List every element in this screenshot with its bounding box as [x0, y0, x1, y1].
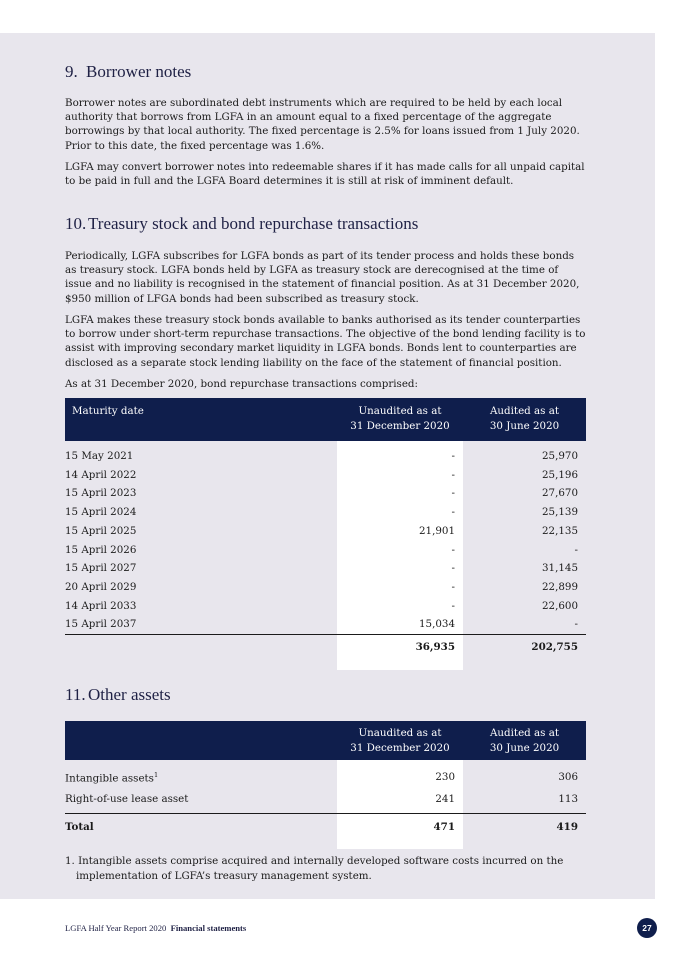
header-line: 30 June 2020	[489, 419, 560, 432]
table-row	[65, 769, 586, 788]
row-maturity-date: 15 April 2027	[65, 562, 137, 575]
header-line: 31 December 2020	[350, 741, 450, 754]
table-row	[65, 542, 586, 561]
other-assets-table	[65, 721, 586, 849]
table-row	[65, 616, 586, 635]
table-row	[65, 448, 586, 467]
header-line: 31 December 2020	[350, 419, 450, 432]
table-row	[65, 504, 586, 523]
row-maturity-date: 15 April 2024	[65, 506, 137, 519]
paragraph: Borrower notes are subordinated debt instruments which are required to be held by each local authority that borrows from LGFA in an amount equal to a fixed percentage of the aggregate borrowings by that local authority. The fixed percentage is 2.5% for loans issued from 1 July 2020. Prior to this date, the fixed percentage was 1.6%.	[65, 97, 580, 152]
row-unaudited: -	[451, 580, 455, 593]
total-audited: 419	[556, 821, 578, 833]
row-unaudited: -	[451, 562, 455, 575]
row-label: Right-of-use lease asset	[65, 793, 189, 805]
table-total-row	[65, 639, 586, 658]
total-audited: 202,755	[531, 641, 578, 653]
row-audited: 25,970	[541, 450, 578, 462]
header-audited	[463, 726, 586, 755]
footnote: 1. Intangible assets comprise acquired and internally developed software costs incurred on the implementation of LGFA’s treasury management system.	[65, 855, 564, 882]
row-unaudited: -	[451, 468, 455, 481]
row-audited: 22,135	[541, 524, 578, 537]
table-row	[65, 560, 586, 579]
row-maturity-date: 20 April 2029	[65, 580, 137, 593]
section-heading-borrower-notes	[65, 62, 191, 82]
row-audited: 25,196	[541, 468, 578, 481]
section-title: Treasury stock and bond repurchase transactions	[88, 214, 419, 233]
row-maturity-date: 15 April 2025	[65, 524, 137, 537]
table-header	[65, 398, 586, 441]
page-footer	[65, 923, 246, 933]
row-audited: -	[574, 618, 578, 631]
row-audited: 22,600	[541, 599, 578, 612]
table-total-row	[65, 819, 586, 838]
row-unaudited: 230	[435, 771, 455, 783]
paragraph: LGFA may convert borrower notes into redeemable shares if it has made calls for all unpaid capital to be paid in full and the LGFA Board determines it is still at risk of imminent default.	[65, 161, 585, 188]
row-audited: 31,145	[541, 562, 578, 575]
paragraph: LGFA makes these treasury stock bonds available to banks authorised as its tender counterparties to borrow under short-term repurchase transactions. The objective of the bond lending facility is to assist with improving secondary market liquidity in LGFA bonds. Bonds lent to counterparties are disclosed as a separate stock lending liability on the face of the statement of financial position.	[65, 314, 586, 369]
row-unaudited: -	[451, 506, 455, 519]
row-unaudited: -	[451, 543, 455, 556]
header-maturity-date: Maturity date	[72, 405, 144, 417]
row-maturity-date: 14 April 2022	[65, 468, 137, 481]
row-audited: 306	[558, 771, 578, 783]
row-label-text: Intangible assets	[65, 772, 154, 785]
row-audited: -	[574, 543, 578, 556]
section-number: 10.	[65, 214, 87, 233]
table-row	[65, 791, 586, 810]
row-unaudited: 21,901	[418, 524, 455, 537]
section-number: 9.	[65, 62, 78, 81]
footnote-marker: 1	[153, 771, 159, 779]
table-row	[65, 579, 586, 598]
section-title: Other assets	[88, 685, 171, 704]
table-row	[65, 485, 586, 504]
section-title: Borrower notes	[86, 62, 192, 81]
row-audited: 22,899	[541, 580, 578, 593]
bond-repurchase-table	[65, 398, 586, 670]
header-unaudited	[337, 404, 463, 433]
page-number: 27	[637, 918, 657, 938]
header-line: Audited as at	[489, 405, 560, 417]
header-audited	[463, 404, 586, 433]
row-unaudited: 15,034	[418, 618, 455, 631]
footer-section: Financial statements	[170, 923, 247, 933]
table-header	[65, 721, 586, 760]
section-heading-other-assets	[65, 685, 171, 705]
table-rule	[65, 813, 586, 814]
row-audited: 25,139	[541, 506, 578, 519]
row-unaudited: 241	[435, 793, 455, 805]
section-number: 11.	[65, 685, 86, 704]
row-label	[65, 771, 158, 784]
header-line: Unaudited as at	[358, 727, 442, 739]
row-unaudited: -	[451, 599, 455, 612]
table-row	[65, 523, 586, 542]
header-line: Unaudited as at	[358, 405, 442, 417]
section-heading-treasury-stock	[65, 214, 418, 234]
table-row	[65, 598, 586, 617]
row-unaudited: -	[451, 487, 455, 500]
header-line: Audited as at	[489, 727, 560, 739]
row-maturity-date: 15 May 2021	[65, 450, 134, 462]
header-line: 30 June 2020	[489, 741, 560, 754]
footer-report-title: LGFA Half Year Report 2020	[65, 923, 167, 933]
total-unaudited: 36,935	[415, 641, 455, 653]
row-audited: 113	[558, 793, 578, 805]
table-rule	[65, 634, 586, 635]
total-unaudited: 471	[433, 821, 455, 833]
header-unaudited	[337, 726, 463, 755]
row-maturity-date: 15 April 2026	[65, 543, 137, 556]
paragraph: As at 31 December 2020, bond repurchase transactions comprised:	[65, 378, 418, 390]
row-maturity-date: 15 April 2023	[65, 487, 137, 500]
row-maturity-date: 15 April 2037	[65, 618, 137, 631]
row-maturity-date: 14 April 2033	[65, 599, 137, 612]
table-row	[65, 467, 586, 486]
row-unaudited: -	[451, 450, 455, 462]
total-label: Total	[65, 821, 94, 833]
row-audited: 27,670	[541, 487, 578, 500]
paragraph: Periodically, LGFA subscribes for LGFA bonds as part of its tender process and holds these bonds as treasury stock. LGFA bonds held by LGFA as treasury stock are derecognised at the time of issue and no liability is recognised in the statement of financial position. As at 31 December 2020, $950 million of LFGA bonds had been subscribed as treasury stock.	[65, 250, 580, 305]
